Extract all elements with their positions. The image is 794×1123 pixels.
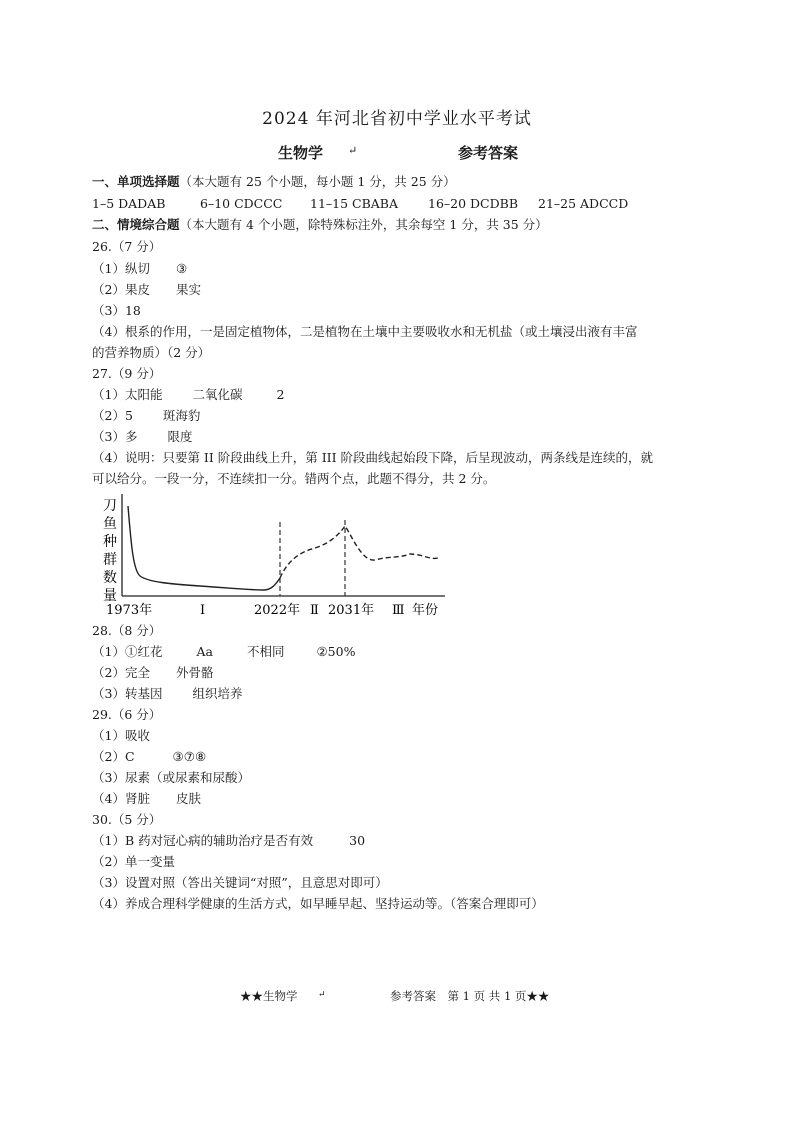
q29-a2: （2）C (92, 749, 135, 764)
return-mark-icon: ↵ (348, 144, 358, 157)
q29-a3: （3）尿素（或尿素和尿酸） (92, 770, 250, 785)
x-label-1973: 1973年 (106, 603, 153, 618)
q27-a4-line2: 可以给分。一段一分，不连续扣一分。错两个点，此题不得分，共 2 分。 (92, 471, 496, 486)
q28-a2b: 外骨骼 (175, 665, 214, 680)
q27-a1b: 二氧化碳 (192, 387, 243, 402)
y-label (103, 498, 117, 604)
x-label-2031: 2031年 (328, 603, 375, 618)
solid-series-line (128, 506, 280, 590)
q28-a2-line (92, 665, 213, 681)
q26-a2: （2）果皮 (92, 282, 150, 297)
q29-head: 29.（6 分） (92, 707, 162, 722)
page-footer (0, 988, 794, 1004)
section1-heading: 一、单项选择题 (92, 174, 180, 189)
dashed-series-line (280, 526, 438, 578)
q30-a2: （2）单一变量 (92, 854, 175, 869)
q28-a1d: ②50% (316, 644, 356, 659)
q27-a3b: 限度 (167, 429, 193, 444)
q26-a2b: 果实 (175, 282, 201, 297)
exam-title: 2024 年河北省初中学业水平考试 (262, 109, 532, 129)
q30-head: 30.（5 分） (92, 812, 162, 827)
q27-a2-line (92, 408, 200, 424)
q27-a1c: 2 (276, 387, 285, 402)
population-chart (100, 492, 460, 622)
q28-a1-line (92, 644, 355, 660)
q27-a4-line1: （4）说明：只要第 II 阶段曲线上升，第 III 阶段曲线起始段下降，后呈现波动，两条线是连续的，就 (92, 450, 654, 465)
section2-heading: 二、情境综合题 (92, 217, 180, 232)
answer-title: 参考答案 (458, 144, 519, 162)
q28-a3b: 组织培养 (192, 686, 243, 701)
q29-a4: （4）肾脏 (92, 791, 150, 806)
q26-a3: （3）18 (92, 303, 141, 318)
y-label-char: 种 (103, 534, 117, 550)
q26-a1: （1）纵切 (92, 261, 150, 276)
mcq-answer-11-15: 11–15 CBABA (310, 196, 399, 211)
x-label-year: 年份 (412, 603, 439, 618)
section1-heading-line (92, 174, 456, 190)
q27-a1-line (92, 387, 284, 403)
q27-a1: （1）太阳能 (92, 387, 163, 402)
mcq-answer-1-5: 1–5 DADAB (92, 196, 166, 211)
x-label-stage-1: Ⅰ (200, 603, 206, 618)
q27-head: 27.（9 分） (92, 366, 162, 381)
q30-a1-line (92, 833, 365, 849)
subject-label: 生物学 (278, 144, 324, 162)
q29-a4b: 皮肤 (175, 791, 201, 806)
q29-a2b: ③⑦⑧ (172, 749, 207, 764)
y-label-char: 量 (103, 588, 117, 604)
mcq-answer-16-20: 16–20 DCDBB (428, 196, 519, 211)
q27-a3: （3）多 (92, 429, 138, 444)
q26-a4-line1: （4）根系的作用，一是固定植物体，二是植物在土壤中主要吸收水和无机盐（或土壤浸出液有丰富 (92, 324, 638, 339)
q30-a3: （3）设置对照（答出关键词“对照”，且意思对即可） (92, 875, 388, 890)
q29-a1: （1）吸收 (92, 728, 150, 743)
y-label-char: 刀 (103, 498, 117, 514)
q27-a2: （2）5 (92, 408, 133, 423)
q28-a3: （3）转基因 (92, 686, 163, 701)
q26-a1-line (92, 261, 187, 277)
section2-note: （本大题有 4 个小题，除特殊标注外，其余每空 1 分，共 35 分） (179, 217, 548, 232)
q27-a3-line (92, 429, 192, 445)
q28-a1b: Aa (196, 644, 213, 659)
q26-a1b: ③ (175, 261, 188, 276)
q26-a4-line2: 的营养物质）（2 分） (92, 345, 211, 360)
mcq-answer-6-10: 6–10 CDCCC (200, 196, 283, 211)
q30-a4: （4）养成合理科学健康的生活方式，如早睡早起、坚持运动等。（答案合理即可） (92, 896, 544, 911)
mcq-answer-21-25: 21–25 ADCCD (538, 196, 629, 211)
section1-note: （本大题有 25 个小题，每小题 1 分，共 25 分） (179, 174, 456, 189)
q27-a2b: 斑海豹 (162, 408, 201, 423)
y-label-char: 数 (103, 570, 117, 586)
footer-return-mark-icon: ↵ (318, 990, 326, 1000)
q30-a1: （1）B 药对冠心病的辅助治疗是否有效 (92, 833, 314, 848)
section2-heading-line (92, 217, 548, 233)
q26-head: 26.（7 分） (92, 239, 162, 254)
q30-a1b: 30 (349, 833, 366, 848)
y-label-char: 鱼 (103, 516, 117, 532)
q29-a4-line (92, 791, 201, 807)
q28-a2: （2）完全 (92, 665, 150, 680)
q29-a2-line (92, 749, 206, 765)
footer-subject: ★★生物学 (240, 989, 298, 1003)
y-label-char: 群 (103, 552, 117, 568)
x-label-stage-3: Ⅲ (392, 603, 405, 618)
q28-a3-line (92, 686, 242, 702)
q26-a2-line (92, 282, 201, 298)
x-label-stage-2: Ⅱ (310, 603, 319, 618)
q28-head: 28.（8 分） (92, 623, 162, 638)
subtitle-row (0, 142, 794, 164)
q28-a1: （1）①红花 (92, 644, 163, 659)
q28-a1c: 不相同 (246, 644, 285, 659)
x-label-2022: 2022年 (254, 603, 301, 618)
footer-page-info: 参考答案 第 1 页 共 1 页★★ (390, 989, 550, 1003)
